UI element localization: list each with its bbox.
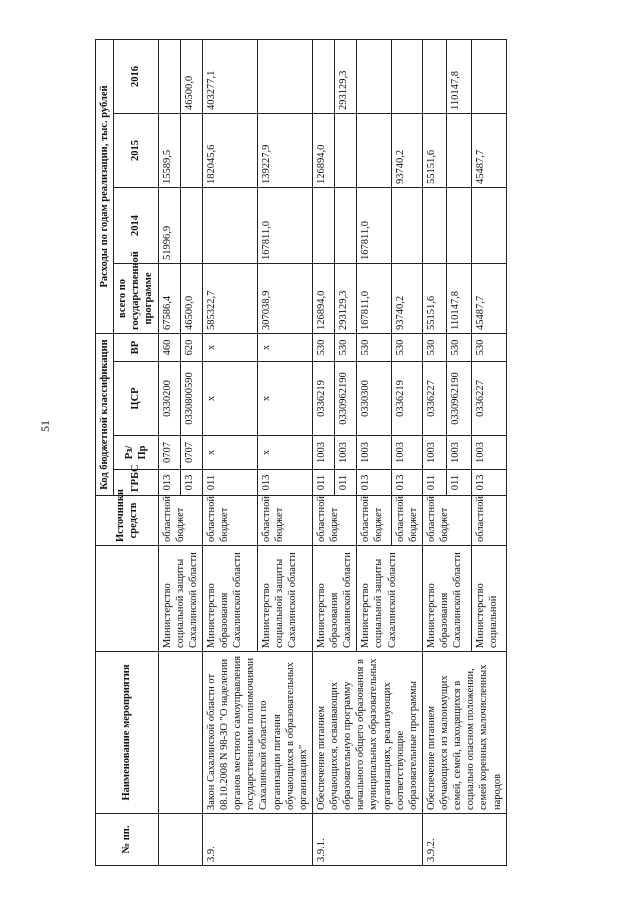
row-num: 3.9.2.: [422, 814, 506, 866]
row-total: 93740,2: [391, 263, 422, 333]
header-2016: 2016: [114, 39, 158, 113]
row-rzpr: 1003: [472, 436, 507, 470]
row-grbs: 013: [391, 470, 422, 496]
row-rzpr: x: [257, 436, 312, 470]
row-grbs: 013: [472, 470, 507, 496]
row-2015: 15589,5: [158, 113, 180, 187]
row-source: областной бюджет: [391, 496, 422, 546]
row-2014: [202, 187, 257, 263]
row-csr: 0336227: [422, 362, 447, 436]
row-2016: [472, 39, 507, 113]
row-2015: 93740,2: [391, 113, 422, 187]
row-csr: 0336219: [391, 362, 422, 436]
row-executor: Министерство социальной: [472, 546, 507, 652]
row-2014: [422, 187, 447, 263]
row-vr: 530: [357, 333, 391, 361]
row-source: областной бюджет: [312, 496, 356, 546]
row-vr: 530: [422, 333, 447, 361]
header-rzpr: Рз/Пр: [114, 436, 158, 470]
row-grbs: 011: [447, 470, 472, 496]
row-2016: [357, 39, 391, 113]
row-vr: x: [257, 333, 312, 361]
row-2015: [335, 113, 357, 187]
row-total: 45487,7: [472, 263, 507, 333]
row-2015: [180, 113, 202, 187]
row-name: Обеспечение питанием обучающихся, осваивающих образовательную программу начального общего образования в муниципальных образовательных организациях, реализующих соответствующие образовательные программы: [312, 652, 422, 814]
row-2015: [447, 113, 472, 187]
row-rzpr: 1003: [312, 436, 334, 470]
row-vr: 530: [335, 333, 357, 361]
row-num: 3.9.: [202, 814, 312, 866]
header-total: всего по государственной программе: [114, 263, 158, 333]
header-expenses: Расходы по годам реализации, тыс. рублей: [96, 39, 114, 333]
header-num: № пп.: [96, 814, 159, 866]
header-name: Наименование мероприятия: [96, 652, 159, 814]
row-grbs: 013: [180, 470, 202, 496]
table-row: [312, 39, 334, 865]
row-2016: [257, 39, 312, 113]
row-rzpr: 1003: [447, 436, 472, 470]
page-number: 51: [38, 420, 52, 432]
row-executor: Министерство социальной защиты Сахалинской области: [357, 546, 423, 652]
row-executor: Министерство образования Сахалинской области: [202, 546, 257, 652]
row-2014: [312, 187, 334, 263]
row-num: 3.9.1.: [312, 814, 422, 866]
row-name: [158, 652, 202, 814]
row-rzpr: x: [202, 436, 257, 470]
row-rzpr: 0707: [180, 436, 202, 470]
row-2016: 46500,0: [180, 39, 202, 113]
header-vr: ВР: [114, 333, 158, 361]
row-total: 585322,7: [202, 263, 257, 333]
row-total: 46500,0: [180, 263, 202, 333]
row-rzpr: 1003: [391, 436, 422, 470]
row-source: областной: [472, 496, 507, 546]
row-2015: 45487,7: [472, 113, 507, 187]
budget-table: [95, 39, 507, 866]
row-grbs: 011: [335, 470, 357, 496]
row-2014: [447, 187, 472, 263]
row-2014: [391, 187, 422, 263]
row-2015: 126894,0: [312, 113, 334, 187]
row-csr: 0330300: [357, 362, 391, 436]
row-grbs: 013: [257, 470, 312, 496]
row-source: областной бюджет: [422, 496, 471, 546]
row-vr: 620: [180, 333, 202, 361]
row-name: Обеспечение питанием обучающихся из малоимущих семей, семей, находящихся в социально опасном положении, семей коренных малочисленных народов: [422, 652, 506, 814]
row-rzpr: 0707: [158, 436, 180, 470]
header-exec: [96, 546, 159, 652]
row-executor: Министерство образования Сахалинской области: [312, 546, 356, 652]
table-row: [158, 39, 180, 865]
rotated-table-container: [95, 40, 580, 866]
row-2016: 293129,3: [335, 39, 357, 113]
row-executor: Министерство социальной защиты Сахалинской области: [158, 546, 202, 652]
row-2016: 110147,8: [447, 39, 472, 113]
header-grbs: ГРБС: [114, 470, 158, 496]
row-rzpr: 1003: [335, 436, 357, 470]
row-csr: x: [202, 362, 257, 436]
row-total: 167811,0: [357, 263, 391, 333]
row-vr: 530: [312, 333, 334, 361]
row-source: областной бюджет: [257, 496, 312, 546]
row-csr: 0330200: [158, 362, 180, 436]
row-2016: [158, 39, 180, 113]
row-2014: 167811,0: [257, 187, 312, 263]
row-2015: 182045,6: [202, 113, 257, 187]
row-2015: 55151,6: [422, 113, 447, 187]
row-vr: 460: [158, 333, 180, 361]
row-2016: [312, 39, 334, 113]
row-2014: [335, 187, 357, 263]
row-2014: 51996,9: [158, 187, 180, 263]
row-source: областной бюджет: [158, 496, 202, 546]
row-total: 67586,4: [158, 263, 180, 333]
row-name: Закон Сахалинской области от 08.10.2008 N 98-ЗО "О наделении органов местного самоуправления государственными полномочиями Сахалинской области по организации питания обучающихся в образовательных организациях": [202, 652, 312, 814]
row-csr: 0330962190: [335, 362, 357, 436]
header-csr: ЦСР: [114, 362, 158, 436]
row-grbs: 011: [422, 470, 447, 496]
row-2014: [180, 187, 202, 263]
row-source: областной бюджет: [357, 496, 391, 546]
row-total: 293129,3: [335, 263, 357, 333]
row-2014: 167811,0: [357, 187, 391, 263]
table-row: [422, 39, 447, 865]
row-csr: 0330800590: [180, 362, 202, 436]
row-vr: 530: [391, 333, 422, 361]
row-2016: [422, 39, 447, 113]
row-rzpr: 1003: [357, 436, 391, 470]
row-2014: [472, 187, 507, 263]
row-csr: 0330962190: [447, 362, 472, 436]
header-source: Источники средств: [96, 496, 159, 546]
row-executor: Министерство образования Сахалинской области: [422, 546, 471, 652]
row-num: [158, 814, 202, 866]
row-grbs: 013: [158, 470, 180, 496]
row-rzpr: 1003: [422, 436, 447, 470]
row-csr: x: [257, 362, 312, 436]
row-csr: 0336227: [472, 362, 507, 436]
row-2016: [391, 39, 422, 113]
row-total: 110147,8: [447, 263, 472, 333]
row-total: 55151,6: [422, 263, 447, 333]
header-budget-code: Код бюджетной классификации: [96, 333, 114, 495]
row-executor: Министерство социальной защиты Сахалинской области: [257, 546, 312, 652]
row-csr: 0336219: [312, 362, 334, 436]
row-grbs: 013: [357, 470, 391, 496]
header-2014: 2014: [114, 187, 158, 263]
row-source: областной бюджет: [202, 496, 257, 546]
row-2015: 139227,9: [257, 113, 312, 187]
row-2015: [357, 113, 391, 187]
row-2016: 403277,1: [202, 39, 257, 113]
row-vr: 530: [472, 333, 507, 361]
row-vr: x: [202, 333, 257, 361]
row-total: 126894,0: [312, 263, 334, 333]
row-grbs: 011: [312, 470, 334, 496]
row-grbs: 011: [202, 470, 257, 496]
header-2015: 2015: [114, 113, 158, 187]
table-row: [202, 39, 257, 865]
row-total: 307038,9: [257, 263, 312, 333]
row-vr: 530: [447, 333, 472, 361]
